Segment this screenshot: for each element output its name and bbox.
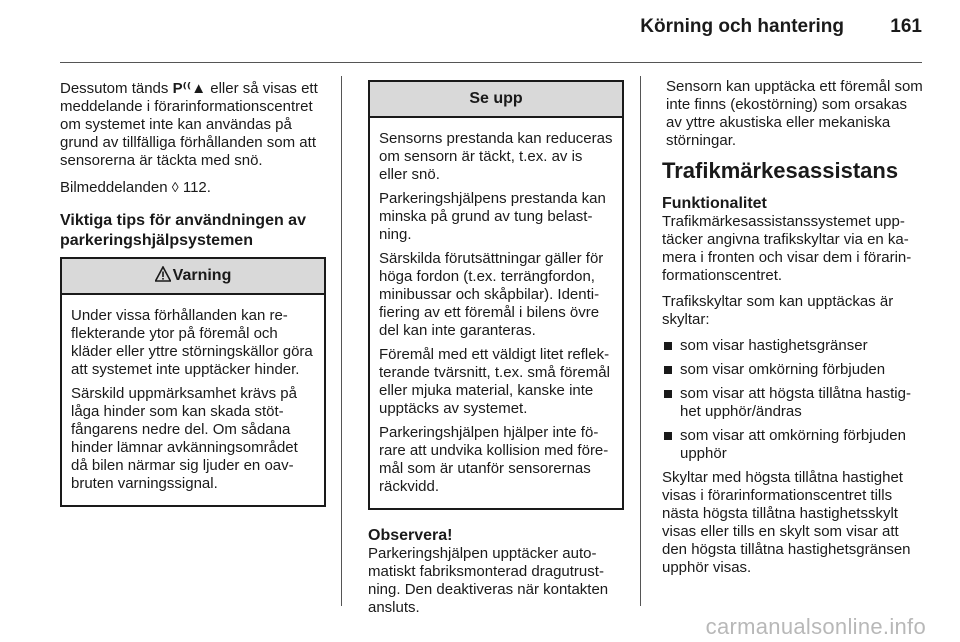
reference-arrow-icon: ◊ [171, 179, 179, 195]
note-text: Parkeringshjälpen upptäcker automatiskt fabriksmonterad dragutrustning. Den deaktiveras när kontakten ansluts. [368, 545, 609, 616]
list-item-text: som visar att högsta tillåtna hastighet upphör/ändras [680, 385, 911, 420]
caution-box [368, 80, 624, 510]
sensor-intro-paragraph: Sensorn kan upptäcka ett föremål som inte finns (ekostörning) som orsakas av yttre akustiska eller mekaniska störningar. [666, 78, 923, 149]
page-header-title: Körning och hantering [640, 16, 844, 37]
list-item [662, 337, 924, 355]
vehicle-messages-label: Bilmeddelanden [60, 179, 172, 196]
note-section [368, 526, 624, 617]
vehicle-messages-page-link[interactable]: 112. [178, 179, 211, 196]
signs-list [662, 337, 924, 463]
warning-triangle-icon [155, 266, 171, 282]
bullet-square-icon [664, 432, 672, 440]
caution-box-body [370, 118, 622, 508]
signs-intro: Trafikskyltar som kan upptäckas är skyltar: [662, 293, 894, 328]
warning-box-body [62, 295, 324, 505]
warning-title: Varning [172, 267, 232, 284]
note-heading: Observera! [368, 527, 453, 544]
function-heading: Funktionalitet [662, 195, 767, 212]
parking-assist-icon: P⁽⁽▲ [172, 80, 207, 97]
page-number: 161 [890, 16, 922, 37]
caution-paragraph: Föremål med ett väldigt litet reflekterande tvärsnitt, t.ex. små föremål eller mjuka material, kanske inte upptäcks av systemet. [379, 346, 610, 417]
bullet-square-icon [664, 390, 672, 398]
list-item-text: som visar att omkörning förbjuden upphör [680, 427, 906, 462]
function-paragraph: Trafikmärkesassistanssystemet upptäcker angivna trafikskyltar via en kamera i fronten och visar dem i förarinformationscentret. [662, 213, 912, 284]
warning-paragraph: Särskild uppmärksamhet krävs på låga hinder som kan skada stötfångarens nedre del. Om sådana hinder lämnar avkänningsområdet då bilen närmar sig ljuder en oavbruten varningssignal. [71, 385, 298, 492]
list-item-text: som visar omkörning förbjuden [680, 361, 886, 378]
warning-paragraph: Under vissa förhållanden kan reflekterande ytor på föremål och kläder eller yttre störningskällor göra att systemet inte upptäcker hinder. [71, 307, 313, 378]
warning-box [60, 257, 326, 507]
column-separator-2 [640, 76, 641, 606]
column-3 [662, 78, 924, 585]
caution-paragraph: Parkeringshjälpen hjälper inte förare att undvika kollision med föremål som är utanför sensorernas räckvidd. [379, 424, 609, 495]
closing-paragraph: Skyltar med högsta tillåtna hastighet visas i förarinformationscentret tills nästa högsta tillåtna hastighetsskylt visas eller tills en skylt som visar att den högsta tillåtna hastighetsgränsen upphör visas. [662, 469, 911, 576]
vehicle-messages-ref [60, 178, 326, 197]
section-title: Trafikmärkesassistans [662, 158, 899, 183]
tips-heading: Viktiga tips för användningen av parkeringshjälpsystemen [60, 212, 306, 249]
caution-paragraph: Sensorns prestanda kan reduceras om sensorn är täckt, t.ex. av is eller snö. [379, 130, 613, 183]
intro-text-start: Dessutom tänds [60, 80, 173, 97]
caution-paragraph: Parkeringshjälpens prestanda kan minska på grund av tung belastning. [379, 190, 606, 243]
watermark: carmanualsonline.info [705, 614, 926, 639]
header-rule [60, 62, 922, 63]
list-item [662, 385, 924, 421]
bullet-square-icon [664, 342, 672, 350]
intro-text-end: eller så visas ett meddelande i förarinformationscentret om systemet inte kan användas på grund av tillfälliga förhållanden som att sensorerna är täckta med snö. [60, 80, 318, 169]
column-separator-1 [341, 76, 342, 606]
list-item [662, 427, 924, 463]
column-2 [368, 80, 624, 625]
warning-box-header [62, 259, 324, 295]
caution-paragraph: Särskilda förutsättningar gäller för höga fordon (t.ex. terrängfordon, minibussar och skåpbilar). Identifiering av ett föremål i bilens övre del kan inte garanteras. [379, 250, 604, 339]
column-1 [60, 80, 326, 507]
caution-box-header: Se upp [370, 82, 622, 118]
list-item-text: som visar hastighetsgränser [680, 337, 868, 354]
bullet-square-icon [664, 366, 672, 374]
list-item [662, 361, 924, 379]
intro-paragraph [60, 80, 326, 170]
